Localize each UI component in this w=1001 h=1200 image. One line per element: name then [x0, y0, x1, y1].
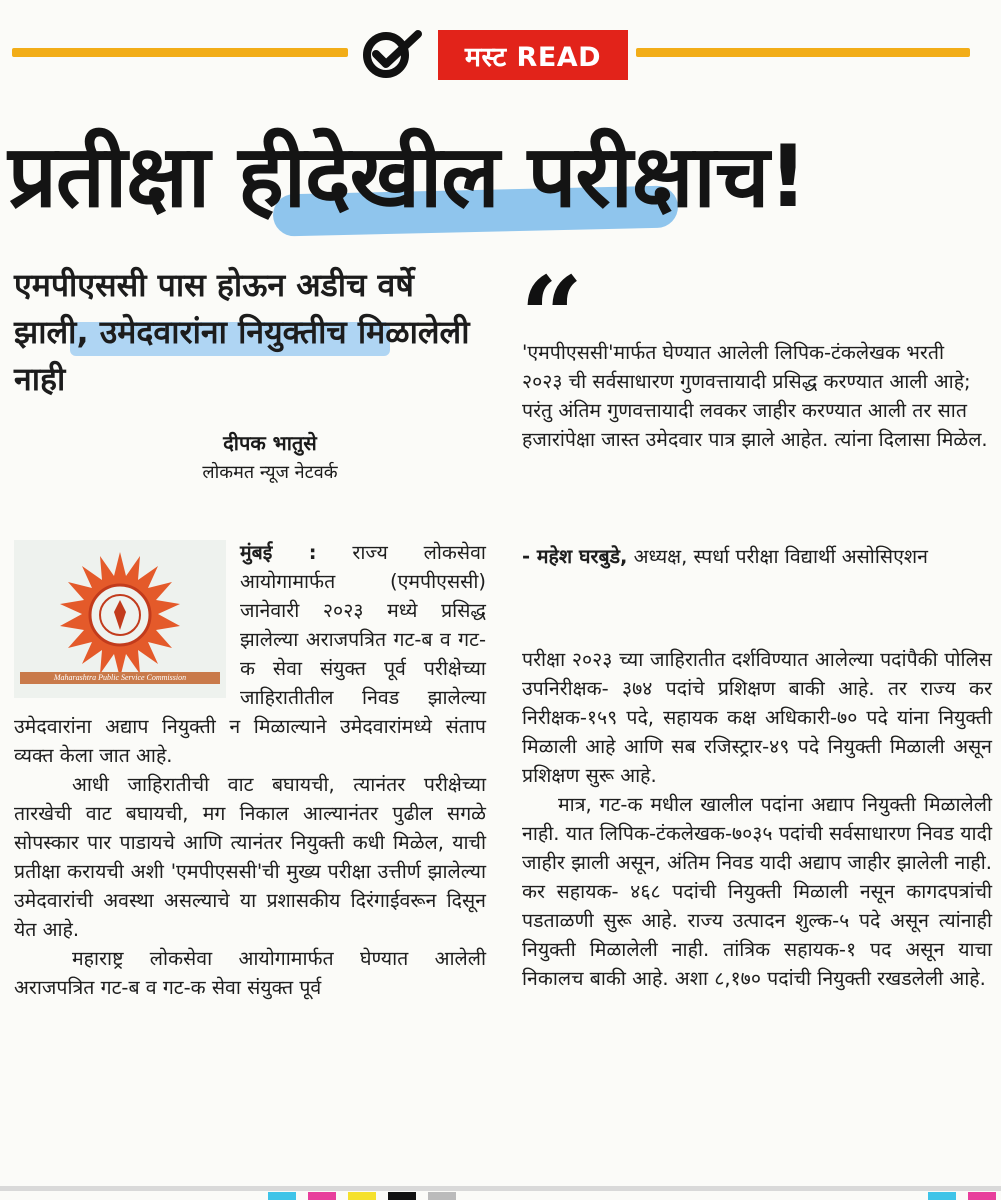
checkmark-circle-icon	[356, 30, 436, 80]
article-paragraph: आधी जाहिरातीची वाट बघायची, त्यानंतर परीक्षेच्या तारखेची वाट बघायची, मग निकाल आल्यानंतर पुढील सगळे सोपस्कार पार पाडायचे आणि त्यानंतर नियुक्ती कधी मिळेल, याची प्रतीक्षा करायची अशी 'एमपीएससी'ची मुख्य परीक्षा उत्तीर्ण झालेल्या उमेदवारांची अवस्था असल्याचे या प्रशासकीय दिरंगाईवरून दिसून येत आहे.	[14, 773, 486, 941]
print-registration-marks	[268, 1192, 456, 1200]
article-paragraph: महाराष्ट्र लोकसेवा आयोगामार्फत घेण्यात आलेली अराजपत्रित गट-ब व गट-क सेवा संयुक्त पूर्व	[14, 947, 486, 999]
logo-caption: Maharashtra Public Service Commission	[20, 672, 220, 684]
mpsc-emblem-icon	[44, 548, 196, 680]
must-read-badge: मस्ट READ	[438, 30, 628, 80]
article-column-left	[14, 538, 486, 1002]
cyan-mark	[268, 1192, 296, 1200]
quote-author-role: अध्यक्ष, स्पर्धा परीक्षा विद्यार्थी असोसिएशन	[627, 545, 928, 568]
quote-mark: “	[520, 252, 584, 381]
byline	[0, 428, 500, 488]
yellow-mark	[348, 1192, 376, 1200]
masthead-rule-left	[12, 48, 348, 57]
author-org: लोकमत न्यूज नेटवर्क	[202, 462, 338, 483]
quote-author: - महेश घरबुडे,	[522, 545, 628, 568]
black-mark	[388, 1192, 416, 1200]
cyan-mark	[928, 1192, 956, 1200]
bottom-rule	[0, 1186, 1001, 1191]
paragraph-text: राज्य लोकसेवा आयोगामार्फत (एमपीएससी) जानेवारी २०२३ मध्ये प्रसिद्ध झालेल्या अराजपत्रित गट-ब व गट-क सेवा संयुक्त पूर्व परीक्षेच्या जाहिरातीतील निवड झालेल्या उमेदवारांना अद्याप नियुक्ती न मिळाल्याने उमेदवारांमध्ये संताप व्यक्त केला जात आहे.	[14, 541, 486, 767]
headline-block	[8, 118, 993, 248]
subhead: एमपीएससी पास होऊन अडीच वर्षे झाली, उमेदवारांना नियुक्तीच मिळालेली नाही	[14, 266, 470, 398]
magenta-mark	[968, 1192, 996, 1200]
article-column-right	[522, 645, 992, 993]
masthead-rule-right	[636, 48, 970, 57]
subhead-block	[14, 262, 494, 403]
gray-mark	[428, 1192, 456, 1200]
headline: प्रतीक्षा हीदेखील परीक्षाच!	[8, 127, 807, 227]
dateline: मुंबई :	[240, 541, 317, 564]
print-registration-marks-right	[928, 1192, 996, 1200]
article-paragraph: मात्र, गट-क मधील खालील पदांना अद्याप नियुक्ती मिळालेली नाही. यात लिपिक-टंकलेखक-७०३५ पदांची सर्वसाधारण निवड यादी जाहीर झाली असून, अंतिम निवड यादी अद्याप जाहीर झालेली नाही. कर सहायक- ४६८ पदांची नियुक्ती मिळाली नसून कागदपत्रांची पडताळणी सुरू आहे. राज्य उत्पादन शुल्क-५ पदे असून त्यांनाही नियुक्ती मिळालेली नाही. तांत्रिक सहायक-१ पद असून याचा निकालच बाकी आहे. अशा ८,१७० पदांची नियुक्ती रखडलेली आहे.	[522, 793, 992, 990]
mpsc-logo	[14, 540, 226, 698]
author-name: दीपक भातुसे	[223, 431, 317, 455]
article-paragraph: परीक्षा २०२३ च्या जाहिरातीत दर्शविण्यात आलेल्या पदांपैकी पोलिस उपनिरीक्षक- ३७४ पदांचे प्रशिक्षण बाकी आहे. तर राज्य कर निरीक्षक-१५९ पदे, सहायक कक्ष अधिकारी-७० पदे यांना नियुक्ती मिळाली आहे आणि सब रजिस्ट्रार-४९ पदे नियुक्ती मिळाली असून प्रशिक्षण सुरू आहे.	[522, 648, 992, 787]
pull-quote-attribution	[522, 542, 990, 571]
pull-quote-text: 'एमपीएससी'मार्फत घेण्यात आलेली लिपिक-टंकलेखक भरती २०२३ ची सर्वसाधारण गुणवत्तायादी प्रसिद्ध करण्यात आली आहे; परंतु अंतिम गुणवत्तायादी लवकर जाहीर करण्यात आली तर सात हजारांपेक्षा जास्त उमेदवार पात्र झाले आहेत. त्यांना दिलासा मिळेल.	[522, 341, 988, 451]
magenta-mark	[308, 1192, 336, 1200]
